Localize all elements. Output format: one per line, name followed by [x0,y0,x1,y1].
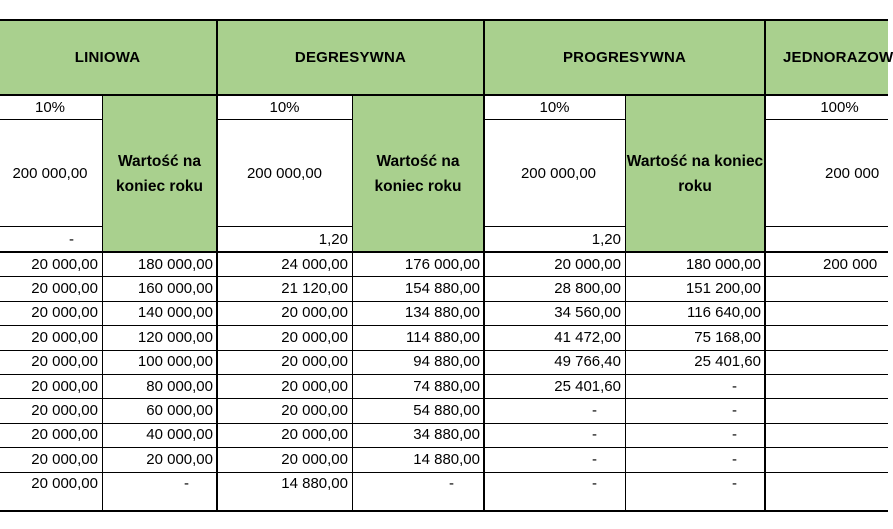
table-cell [765,398,888,422]
table-cell: 20 000,00 [281,353,348,371]
table-cell: 200 000 [823,255,878,273]
header-liniowa: LINIOWA [0,20,217,95]
table-cell: 25 401,60 [554,377,621,395]
table-cell: - [732,426,737,444]
table-cell [765,374,888,398]
label-value-end-progresywna: Wartość na koniec roku [625,95,765,252]
table-cell: 54 880,00 [413,402,480,420]
table-cell: 140 000,00 [137,304,213,322]
table-cell: 40 000,00 [146,426,213,444]
rate-jednorazowa: 100% [820,99,859,116]
grid-line [0,94,888,96]
coefficient-liniowa: - [69,231,74,248]
table-cell: 20 000,00 [31,402,98,420]
table-cell [765,301,888,325]
table-cell: 20 000,00 [31,426,98,444]
table-cell: 176 000,00 [404,255,480,273]
table-cell: 94 880,00 [413,353,480,371]
table-cell: - [184,475,189,493]
table-cell: 20 000,00 [31,377,98,395]
grid-line [0,398,888,399]
grid-line [0,447,888,448]
grid-line [0,374,888,375]
rate-liniowa: 10% [34,99,66,116]
grid-line [0,119,102,120]
table-cell: 20 000,00 [31,304,98,322]
table-cell: - [592,475,597,493]
rate-progresywna: 10% [539,99,570,116]
table-cell [765,472,888,496]
grid-line [0,350,888,351]
grid-line [765,226,888,227]
table-cell: 180 000,00 [685,255,761,273]
table-cell: - [732,475,737,493]
grid-line [0,226,102,227]
header-degresywna: DEGRESYWNA [217,20,484,95]
table-cell: 34 560,00 [554,304,621,322]
header-jednorazowa: JEDNORAZOW [765,20,888,95]
grid-line [0,251,888,253]
table-cell: 14 880,00 [413,450,480,468]
coefficient-progresywna: 1,20 [591,231,621,248]
table-cell: 154 880,00 [404,280,480,298]
table-cell: 20 000,00 [31,353,98,371]
table-cell: 134 880,00 [404,304,480,322]
table-cell: 20 000,00 [281,328,348,346]
grid-line [102,95,103,512]
table-cell: 20 000,00 [31,255,98,273]
table-cell: 20 000,00 [31,280,98,298]
table-cell: - [592,450,597,468]
label-value-end-liniowa: Wartość na koniec roku [102,95,217,252]
grid-line [0,472,888,473]
table-cell: - [732,402,737,420]
table-cell: 41 472,00 [554,328,621,346]
coefficient-jednorazowa [765,227,888,252]
grid-line [352,95,353,512]
grid-line [765,119,888,120]
table-cell: 114 880,00 [406,328,480,346]
table-cell: - [732,377,737,395]
table-cell: 20 000,00 [31,475,98,493]
table-cell [765,350,888,374]
table-cell [765,276,888,300]
grid-line [216,19,218,512]
table-cell [765,423,888,447]
table-cell: - [592,426,597,444]
grid-line [764,19,766,512]
table-cell: 28 800,00 [554,280,621,298]
grid-line [0,301,888,302]
header-progresywna: PROGRESYWNA [484,20,765,95]
grid-line [0,423,888,424]
initial-value-jednorazowa: 200 000 [825,165,880,182]
initial-value-degresywna: 200 000,00 [246,165,323,182]
table-cell: 20 000,00 [146,450,213,468]
table-cell: 120 000,00 [137,328,213,346]
initial-value-progresywna: 200 000,00 [520,165,597,182]
grid-line [217,119,352,120]
table-cell: 180 000,00 [137,255,213,273]
table-cell: 14 880,00 [281,475,348,493]
grid-line [0,325,888,326]
grid-line [625,95,626,512]
grid-line [484,119,625,120]
table-cell: 151 200,00 [685,280,761,298]
rate-degresywna: 10% [269,99,300,116]
table-cell: 60 000,00 [146,402,213,420]
grid-line [0,19,888,21]
initial-value-liniowa: 200 000,00 [12,165,88,182]
table-cell: 20 000,00 [281,304,348,322]
grid-line [484,226,625,227]
table-cell: 20 000,00 [281,377,348,395]
table-cell: 20 000,00 [554,255,621,273]
table-cell [765,325,888,349]
grid-line [483,19,485,512]
table-cell: - [592,402,597,420]
table-cell: - [449,475,454,493]
table-cell [765,447,888,471]
grid-line [0,276,888,277]
grid-line [0,510,888,512]
table-cell: 20 000,00 [281,450,348,468]
table-cell: 21 120,00 [281,280,348,298]
table-cell: 116 640,00 [687,304,761,322]
table-cell: 100 000,00 [137,353,213,371]
table-cell: 20 000,00 [31,450,98,468]
table-cell: 24 000,00 [281,255,348,273]
table-cell: 20 000,00 [31,328,98,346]
grid-line [217,226,352,227]
table-cell: 20 000,00 [281,402,348,420]
label-value-end-degresywna: Wartość na koniec roku [352,95,484,252]
table-cell: - [732,450,737,468]
table-cell: 160 000,00 [137,280,213,298]
table-cell: 49 766,40 [554,353,621,371]
table-cell: 80 000,00 [146,377,213,395]
coefficient-degresywna: 1,20 [318,231,348,248]
table-cell: 34 880,00 [413,426,480,444]
table-cell: 74 880,00 [413,377,480,395]
table-cell: 20 000,00 [281,426,348,444]
table-cell: 75 168,00 [694,328,761,346]
table-cell: 25 401,60 [694,353,761,371]
